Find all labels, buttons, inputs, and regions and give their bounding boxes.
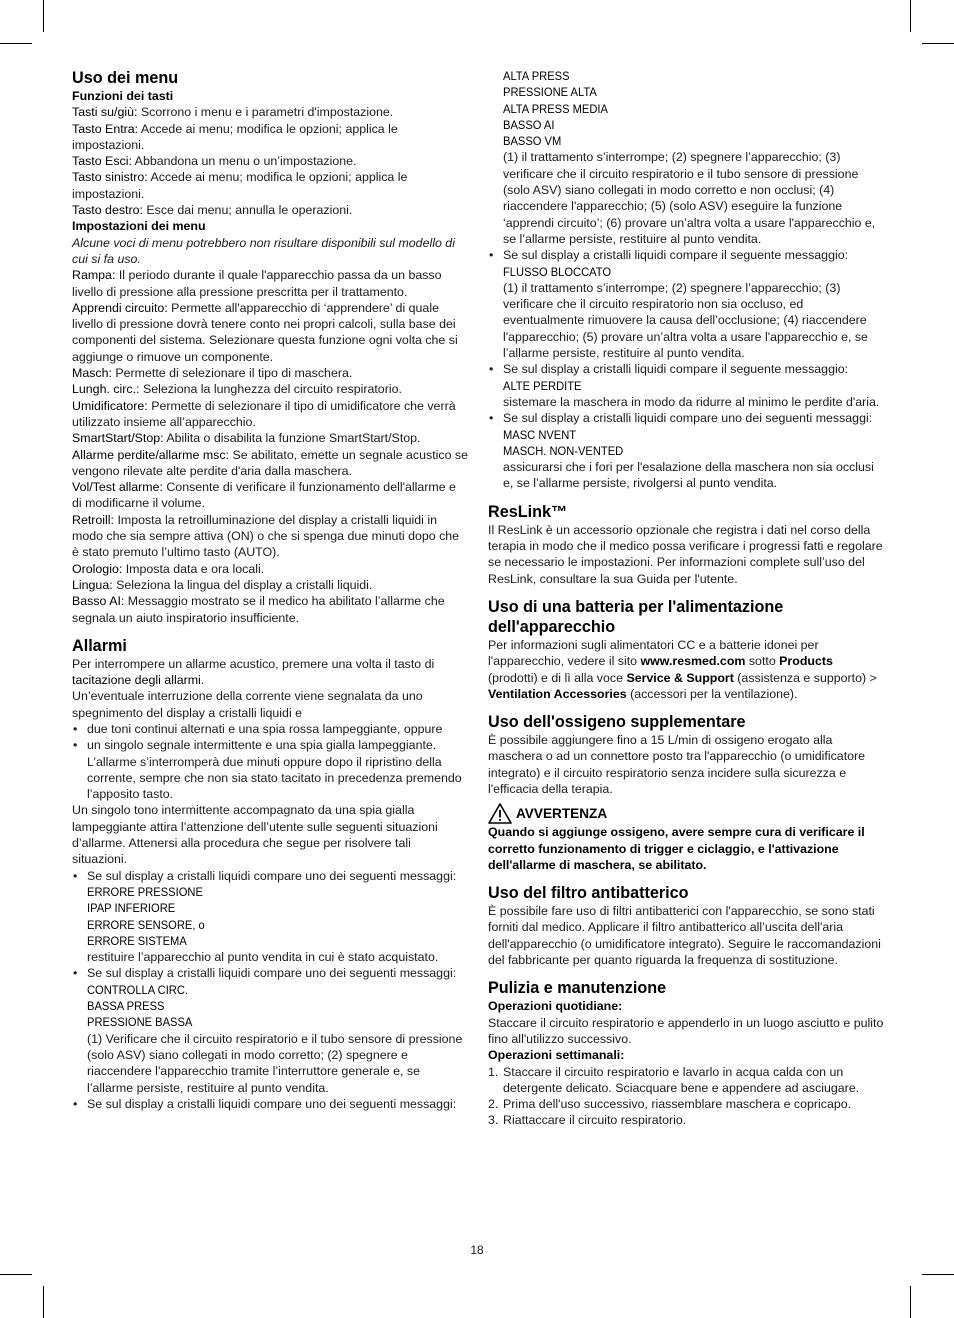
section-title-battery: Uso di una batteria per l'alimentazione dell'apparecchio	[488, 597, 784, 636]
power-failure-text: Un’eventuale interruzione della corrente viene segnalata da uno spegnimento del display a cristalli liquidi e	[72, 689, 423, 720]
crop-mark	[43, 1286, 44, 1318]
crop-mark	[922, 43, 954, 44]
key-function-item: Tasto destro: Esce dai menu; annulla le operazioni.	[72, 203, 353, 218]
alarm-bullet-1: • Se sul display a cristalli liquidi compare uno dei seguenti messaggi: ERRORE PRESSIONE IPAP INFERIORE ERRORE SENSORE, o ERRORE SISTEMA restituire l’apparecchio al punto vendita in cui è stato acquistato.	[72, 868, 468, 966]
list-item: 3. Riattaccare il circuito respiratorio.	[488, 1113, 687, 1128]
section-title-menu: Uso dei menu	[72, 69, 179, 87]
list-item: 2. Prima dell'uso successivo, riassemblare maschera e copricapo.	[488, 1097, 852, 1112]
weekly-steps-list	[488, 1064, 884, 1129]
daily-title: Operazioni quotidiane:	[488, 999, 623, 1014]
menu-setting-item: Vol/Test allarme: Consente di verificare il funzionamento dell'allarme e di modificarne il volume.	[72, 480, 456, 511]
settings-note: Alcune voci di menu potrebbero non risultare disponibili sul modello di cui si fa uso.	[72, 235, 455, 266]
battery-text: Per informazioni sugli alimentatori CC e a batterie idonei per l'apparecchio, vedere il sito www.resmed.com sotto Products (prodotti) e di lì alla voce Service & Support (assistenza e supporto) > Ventilation Accessories (accessori per la ventilazione).	[488, 637, 877, 701]
weekly-title: Operazioni settimanali:	[488, 1048, 625, 1063]
alarm-code: BASSO VM	[503, 134, 562, 149]
crop-mark	[0, 1274, 32, 1275]
menu-setting-item: Umidificatore: Permette di selezionare il tipo di umidificatore che verrà utilizzato insieme all’apparecchio.	[72, 398, 456, 429]
alarm-bullet-3-continued: ALTA PRESS PRESSIONE ALTA ALTA PRESS MEDIA BASSO AI BASSO VM (1) il trattamento s’interrompe; (2) spegnere l’apparecchio; (3) verificare che il circuito respiratorio e il tubo sensore di pressione (solo ASV) siano collegati in modo corretto e non occlusi; (4) riaccendere l'apparecchio; (5) (solo ASV) eseguire la funzione ‘apprendi circuito’; (6) provare un’altra volta a usare l'apparecchio e, se l’allarme persiste, restituire al punto vendita.	[488, 68, 884, 247]
alarm-code: PRESSIONE BASSA	[87, 1015, 193, 1030]
alarm-bullet-4: • Se sul display a cristalli liquidi compare il seguente messaggio: FLUSSO BLOCCATO (1) il trattamento s’interrompe; (2) spegnere l’apparecchio; (3) verificare che il circuito respiratorio non sia occluso, ed eventualmente rimuovere la causa dell’occlusione; (4) riaccendere l'apparecchio; (5) provare un’altra volta a usare l'apparecchio e, se l’allarme persiste, restituire al punto vendita.	[488, 247, 884, 361]
alarm-code: ERRORE SENSORE, o	[87, 917, 205, 932]
menu-setting-item: Lingua: Seleziona la lingua del display a cristalli liquidi.	[72, 577, 373, 592]
oxygen-text: È possibile aggiungere fino a 15 L/min di ossigeno erogato alla maschera o ad un connettore posto tra l'apparecchio (o umidificatore integrato) e il circuito respiratorio senza incidere sulla sicurezza e l'efficacia della terapia.	[488, 733, 866, 796]
alarm-code: IPAP INFERIORE	[87, 901, 176, 916]
crop-mark	[910, 1286, 911, 1318]
key-function-item: Tasti su/giù: Scorrono i menu e i parametri d'impostazione.	[72, 105, 394, 120]
menu-setting-item: Retroill: Imposta la retroilluminazione del display a cristalli liquidi in modo che sia sempre attiva (ON) o che si spenga due minuti dopo che è stato premuto l’ultimo tasto (AUTO).	[72, 512, 460, 560]
subsection-title-keys: Funzioni dei tasti	[72, 89, 174, 103]
menu-setting-item: Lungh. circ.: Seleziona la lunghezza del circuito respiratorio.	[72, 382, 402, 397]
key-function-item: Tasto sinistro: Accede ai menu; modifica le opzioni; applica le impostazioni.	[72, 170, 408, 201]
key-function-item: Tasto Esci: Abbandona un menu o un’impostazione.	[72, 154, 357, 169]
reslink-text: Il ResLink è un accessorio opzionale che registra i dati nel corso della terapia in modo che il medico possa verificare i progressi fatti e regolare se necessario le impostazioni. Per informazioni complete sull’uso del ResLink, consultare la sua Guida per l'utente.	[488, 522, 883, 586]
section-title-filter: Uso del filtro antibatterico	[488, 884, 689, 903]
menu-setting-item: Allarme perdite/allarme msc: Se abilitato, emette un segnale acustico se vengono rilevate alte perdite d'aria dalla maschera.	[72, 447, 469, 478]
menu-setting-item: Apprendi circuito: Permette all'apparecchio di ‘apprendere’ di quale livello di pressione dovrà tenere conto nei propri calcoli, sulla base dei componenti del sistema. Selezionare questa funzione ogni volta che si aggiunge o rimuove un componente.	[72, 300, 458, 364]
menu-setting-item: Masch: Permette di selezionare il tipo di maschera.	[72, 366, 353, 381]
list-item: 1. Staccare il circuito respiratorio e lavarlo in acqua calda con un detergente delicato. Sciacquare bene e appendere ad asciugare.	[488, 1064, 860, 1095]
alarm-codes	[87, 884, 468, 949]
key-function-item: Tasto Entra: Accede ai menu; modifica le opzioni; applica le impostazioni.	[72, 121, 398, 152]
alarm-code: ERRORE SISTEMA	[87, 933, 187, 948]
right-column	[488, 68, 884, 1129]
section-title-cleaning: Pulizia e manutenzione	[488, 979, 667, 998]
alarm-codes	[87, 982, 468, 1031]
key-functions-list	[72, 104, 468, 218]
alarm-codes	[503, 68, 884, 149]
warning-text: Quando si aggiunge ossigeno, avere sempre cura di verificare il corretto funzionamento di trigger e ciclaggio, e l'attivazione dell'allarme di maschera, se abilitato.	[488, 825, 865, 872]
list-item: • un singolo segnale intermittente e una spia gialla lampeggiante. L’allarme s’interromperà due minuti oppure dopo il ripristino della corrente, sempre che non sia stato tacitato in precedenza premendo l’apposito tasto.	[72, 737, 468, 802]
section-title-reslink: ResLink™	[488, 502, 568, 521]
menu-setting-item: Basso AI: Messaggio mostrato se il medico ha abilitato l’allarme che segnala un aiuto inspiratorio insufficiente.	[72, 594, 445, 625]
menu-setting-item: SmartStart/Stop: Abilita o disabilita la funzione SmartStart/Stop.	[72, 431, 421, 446]
alarm-code: ERRORE PRESSIONE	[87, 884, 203, 899]
alarm-code: PRESSIONE ALTA	[503, 85, 597, 100]
alarm-code: BASSA PRESS	[87, 999, 165, 1014]
alarm-code: ALTA PRESS MEDIA	[503, 101, 608, 116]
alarm-situations-text: Un singolo tono intermittente accompagnato da una spia gialla lampeggiante attira l’attenzione dell’utente sulle seguenti situazioni d’allarme. Attenersi alla procedura che segue per risolvere tali situazioni.	[72, 803, 438, 867]
alarm-code: CONTROLLA CIRC.	[87, 982, 189, 997]
list-item: • due toni continui alternati e una spia rossa lampeggiante, oppure	[72, 721, 468, 737]
warning-heading: AVVERTENZA	[488, 803, 884, 824]
crop-mark	[922, 1274, 954, 1275]
alarm-bullet-5: • Se sul display a cristalli liquidi compare il seguente messaggio: ALTE PERDITE sistemare la maschera in modo da ridurre al minimo le perdite d'aria.	[488, 361, 884, 410]
left-column	[72, 68, 468, 1112]
daily-text: Staccare il circuito respiratorio e appenderlo in un luogo asciutto e pulito fino all'utilizzo successivo.	[488, 1015, 884, 1046]
subsection-title-settings: Impostazioni dei menu	[72, 219, 206, 234]
alarm-bullet-6: • Se sul display a cristalli liquidi compare uno dei seguenti messaggi: MASC NVENT MASCH. NON-VENTED assicurarsi che i fori per l'esalazione della maschera non sia occlusi e, se l’allarme persiste, rivolgersi al punto vendita.	[488, 410, 884, 491]
resmed-link[interactable]: www.resmed.com	[640, 654, 746, 669]
page-number: 18	[470, 1243, 484, 1257]
filter-text: È possibile fare uso di filtri antibatterici con l'apparecchio, se sono stati forniti dal medico. Applicare il filtro antibatterico all’uscita dell'aria dell'apparecchio (o umidificatore integrato). Seguire le raccomandazioni del fabbricante per quanto riguarda la frequenza di sostituzione.	[488, 904, 881, 968]
alarm-codes	[503, 427, 884, 460]
crop-mark	[43, 0, 44, 32]
alarm-bullet-3: • Se sul display a cristalli liquidi compare uno dei seguenti messaggi:	[72, 1096, 468, 1112]
menu-setting-item: Orologio: Imposta data e ora locali.	[72, 561, 265, 576]
menu-settings-list	[72, 267, 468, 626]
power-failure-bullets	[72, 721, 468, 802]
crop-mark	[0, 43, 32, 44]
menu-setting-item: Rampa: Il periodo durante il quale l'apparecchio passa da un basso livello di pressione alla pressione prescritta per il trattamento.	[72, 268, 442, 299]
alarm-bullet-2: • Se sul display a cristalli liquidi compare uno dei seguenti messaggi: CONTROLLA CIRC. BASSA PRESS PRESSIONE BASSA (1) Verificare che il circuito respiratorio e il tubo sensore di pressione (solo ASV) siano collegati in modo corretto; (2) spegnere e riaccendere l'apparecchio tramite l’interruttore generale e, se l’allarme persiste, restituire al punto vendita.	[72, 965, 468, 1095]
alarms-intro: Per interrompere un allarme acustico, premere una volta il tasto di tacitazione degli allarmi.	[72, 656, 435, 688]
warning-triangle-icon	[488, 803, 512, 824]
section-title-oxygen: Uso dell'ossigeno supplementare	[488, 713, 746, 732]
section-title-alarms: Allarmi	[72, 636, 127, 655]
alarm-code: ALTA PRESS	[503, 69, 570, 83]
crop-mark	[910, 0, 911, 32]
alarm-code: MASCH. NON-VENTED	[503, 443, 624, 458]
alarm-code: MASC NVENT	[503, 427, 577, 442]
alarm-code: BASSO AI	[503, 117, 555, 132]
